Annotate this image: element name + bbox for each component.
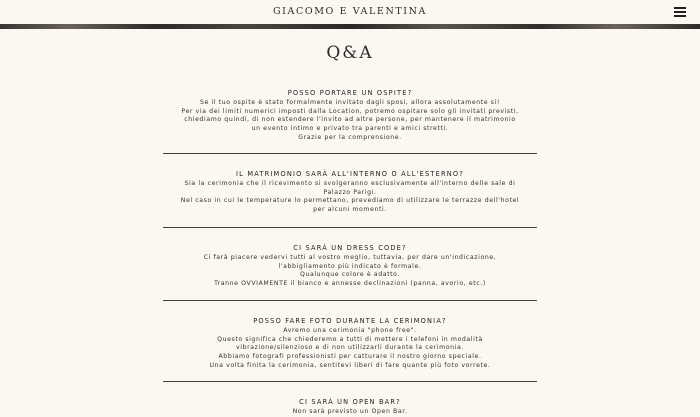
faq-answer: Non sarà previsto un Open Bar.: [292, 407, 408, 415]
menu-line: [674, 11, 686, 13]
page-title: Q&A: [326, 43, 374, 63]
menu-line: [674, 15, 686, 17]
faq-question: CI SARÀ UN OPEN BAR?: [299, 398, 401, 406]
faq-answer: Ci farà piacere vedervi tutti al vostro meglio, tuttavia, per dare un'indicazione, l'abbigliamento più indicato è formale. Qualunque colore è adatto. Tranne OVVIAMENTE il bianco e annesse declinazioni (panna, avorio, etc.): [203, 253, 497, 288]
faq-item: [163, 317, 537, 371]
faq-question: CI SARÀ UN DRESS CODE?: [293, 244, 407, 252]
faq-answer: Avremo una cerimonia "phone free". Questo significa che chiederemo a tutti di mettere i telefoni in modalità vibrazione/silenzioso e di non utilizzarli durante la cerimonia. Abbiamo fotografi professionisti per catturare il nostro giorno speciale. Una volta finita la cerimonia, sentitevi liberi di fare quante più foto vorrete.: [209, 326, 491, 369]
faq-divider: [163, 153, 537, 154]
faq-divider: [163, 381, 537, 382]
faq-question: POSSO PORTARE UN OSPITE?: [287, 89, 413, 97]
faq-item: [163, 89, 537, 143]
faq-answer: Sia la cerimonia che il ricevimento si svolgeranno esclusivamente all'interno delle sale di Palazzo Parigi. Nel caso in cui le temperature lo permettano, prevediamo di utilizzare le terrazze dell'hotel per alcuni momenti.: [180, 179, 520, 214]
faq-question: IL MATRIMONIO SARÀ ALL'INTERNO O ALL'ESTERNO?: [236, 170, 464, 178]
faq-divider: [163, 300, 537, 301]
site-header: [0, 0, 700, 24]
faq-divider: [163, 227, 537, 228]
faq-question: POSSO FARE FOTO DURANTE LA CERIMONIA?: [253, 317, 447, 325]
site-brand[interactable]: GIACOMO E VALENTINA: [272, 6, 428, 17]
hero-image-strip: [0, 24, 700, 29]
hamburger-menu-icon[interactable]: [674, 6, 686, 17]
faq-item: [163, 398, 537, 417]
menu-line: [674, 7, 686, 9]
faq-item: [163, 170, 537, 215]
faq-answer: Se il tuo ospite è stato formalmente invitato dagli sposi, allora assolutamente si! Per via dei limiti numerici imposti dalla Location, potremo ospitare solo gli invitati previsti, chiediamo quindi, di non estendere l'invito ad altre persone, per mantenere il matrimonio un evento intimo e privato tra parenti e amici stretti. Grazie per la comprensione.: [181, 98, 519, 141]
faq-item: [163, 244, 537, 289]
